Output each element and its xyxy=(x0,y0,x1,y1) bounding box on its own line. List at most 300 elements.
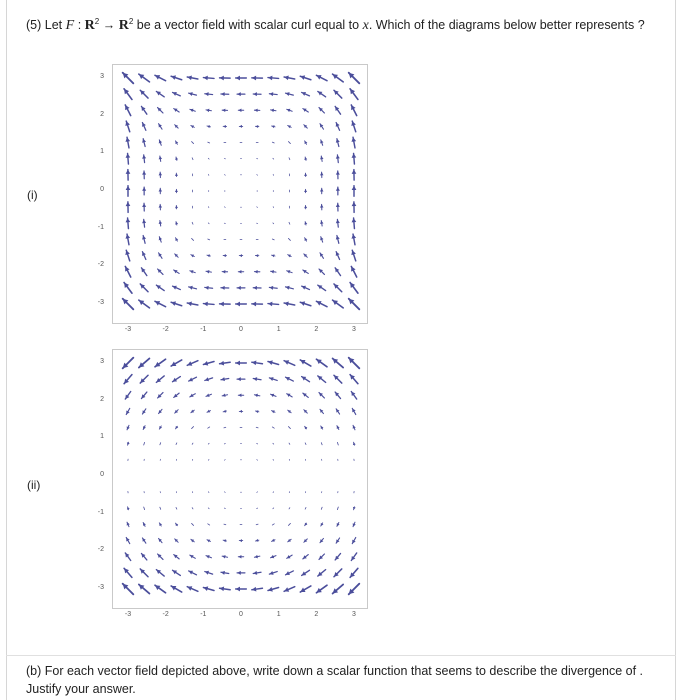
vector-arrow xyxy=(288,410,291,413)
vector-arrow xyxy=(335,392,340,398)
vector-arrow xyxy=(271,555,276,558)
vector-arrow xyxy=(302,92,310,96)
vector-arrow xyxy=(158,393,163,398)
vector-arrow xyxy=(127,442,130,445)
vector-arrow xyxy=(318,285,326,290)
vector-arrow xyxy=(155,75,166,81)
vector-arrow xyxy=(140,375,148,383)
vector-arrow xyxy=(142,409,145,414)
vector-arrow xyxy=(173,570,181,575)
vector-arrow xyxy=(208,492,209,493)
vector-arrow xyxy=(123,358,134,369)
vector-arrow xyxy=(238,555,243,558)
vector-arrow xyxy=(159,124,162,129)
vector-arrow xyxy=(318,376,326,382)
vector-arrow xyxy=(351,137,356,148)
vector-arrow xyxy=(239,254,242,257)
vector-arrow xyxy=(335,268,340,276)
y-tick-label: -3 xyxy=(97,299,104,306)
vector-arrow xyxy=(287,394,292,397)
vector-arrow xyxy=(335,106,340,114)
vector-arrow xyxy=(316,301,327,307)
y-tick-label: 0 xyxy=(100,471,104,478)
superscript-codomain: 2 xyxy=(128,17,134,26)
vector-arrow xyxy=(239,410,242,413)
vector-arrow xyxy=(143,426,146,430)
vector-arrow xyxy=(288,523,290,525)
vector-arrow xyxy=(272,142,274,143)
vector-arrow xyxy=(336,203,340,211)
vector-arrow xyxy=(254,555,259,558)
vector-arrow xyxy=(223,254,226,257)
vector-arrow xyxy=(142,203,146,211)
vector-arrow xyxy=(304,205,307,208)
vector-arrow xyxy=(319,554,324,559)
vector-arrow xyxy=(287,109,292,112)
vector-arrow xyxy=(237,571,245,575)
vector-arrow xyxy=(174,393,179,397)
vector-arrow xyxy=(189,571,197,575)
vector-arrow xyxy=(288,125,291,128)
vector-arrow xyxy=(304,539,307,542)
vector-arrow xyxy=(337,442,338,445)
vector-arrow xyxy=(144,507,145,510)
x-tick-label: 0 xyxy=(239,611,243,618)
vector-arrow xyxy=(124,568,132,577)
vector-arrow xyxy=(191,125,194,128)
vector-arrow xyxy=(286,286,294,290)
vector-arrow xyxy=(222,555,227,558)
vector-arrow xyxy=(238,270,243,273)
vector-arrow xyxy=(349,299,360,310)
vector-arrow xyxy=(257,443,258,444)
vector-arrow xyxy=(155,301,166,307)
vector-arrow xyxy=(222,109,227,112)
symbol-R-domain: R xyxy=(84,18,95,34)
vector-arrow xyxy=(268,587,279,592)
x-tick-label: 1 xyxy=(276,326,281,333)
vector-arrow xyxy=(336,538,339,543)
vector-arrow xyxy=(141,392,146,398)
vector-arrow xyxy=(353,507,356,510)
vector-arrow xyxy=(333,584,344,593)
vector-arrow xyxy=(123,299,134,310)
vector-arrow xyxy=(272,427,274,428)
vector-arrow xyxy=(320,124,323,129)
vector-arrow xyxy=(159,523,162,526)
y-tick-label: 0 xyxy=(100,186,104,193)
vector-arrow xyxy=(334,90,342,98)
vector-arrow xyxy=(256,524,258,525)
vector-arrow xyxy=(271,270,276,273)
vector-arrow xyxy=(222,393,227,396)
vector-arrow xyxy=(269,286,277,290)
vector-arrow xyxy=(253,92,261,96)
y-tick-label: -1 xyxy=(97,508,104,516)
vector-arrow xyxy=(192,508,193,509)
y-tick-label: 3 xyxy=(100,358,104,365)
vector-arrow xyxy=(305,238,308,241)
vector-field-plot-i xyxy=(112,64,368,324)
vector-arrow xyxy=(125,266,131,277)
vector-arrow xyxy=(192,158,193,160)
part-b-line-1: (b) For each vector field depicted above, write down a scalar function that seems to describe the divergence of . xyxy=(26,664,643,678)
vector-arrow xyxy=(123,584,134,595)
question-text xyxy=(26,13,666,35)
x-tick-label: 0 xyxy=(239,326,243,333)
vector-arrow xyxy=(336,123,340,131)
vector-arrow xyxy=(351,391,356,399)
vector-arrow xyxy=(303,393,308,397)
vector-arrow xyxy=(139,584,150,593)
vector-arrow xyxy=(175,222,178,225)
vector-arrow xyxy=(191,410,194,413)
vector-arrow xyxy=(269,92,277,96)
vector-arrow xyxy=(273,443,274,444)
vector-arrow xyxy=(187,75,198,80)
part-b-text xyxy=(26,662,666,698)
vector-arrow xyxy=(223,539,226,542)
vector-arrow xyxy=(255,410,258,413)
vector-arrow xyxy=(171,586,182,592)
vector-arrow xyxy=(174,109,179,112)
vector-arrow xyxy=(272,239,274,240)
vector-arrow xyxy=(257,492,258,493)
vector-arrow xyxy=(144,442,145,445)
x-tick-label: -3 xyxy=(124,326,132,333)
vector-arrow xyxy=(253,377,261,381)
vector-arrow xyxy=(352,218,357,229)
vector-arrow xyxy=(125,391,130,399)
vector-arrow xyxy=(319,269,324,274)
vector-arrow xyxy=(269,377,277,381)
vector-arrow xyxy=(304,254,307,257)
vector-arrow xyxy=(350,568,358,577)
vector-arrow xyxy=(220,361,231,366)
vector-arrow xyxy=(351,553,356,561)
vector-arrow xyxy=(333,74,344,82)
vector-arrow xyxy=(207,410,210,413)
vector-arrow xyxy=(239,125,242,128)
vector-arrow xyxy=(175,426,178,429)
vector-arrow xyxy=(224,508,225,509)
vector-arrow xyxy=(159,156,162,161)
vector-arrow xyxy=(304,125,307,128)
vector-arrow xyxy=(158,108,163,113)
vector-arrow xyxy=(287,270,292,273)
vector-arrow xyxy=(126,538,129,544)
vector-arrow xyxy=(288,142,290,144)
vector-arrow xyxy=(142,139,146,147)
vector-arrow xyxy=(127,425,130,430)
vector-arrow xyxy=(320,237,323,242)
vector-arrow xyxy=(318,570,326,576)
vector-arrow xyxy=(127,522,130,527)
vector-arrow xyxy=(142,187,146,195)
vector-arrow xyxy=(352,186,357,197)
x-tick-label: -2 xyxy=(162,611,169,618)
vector-arrow xyxy=(349,584,360,595)
vector-arrow xyxy=(319,393,324,398)
vector-arrow xyxy=(304,157,307,160)
vector-arrow xyxy=(175,141,178,144)
vector-arrow xyxy=(189,286,197,290)
vector-arrow xyxy=(284,75,295,80)
vector-arrow xyxy=(255,539,258,542)
vector-arrow xyxy=(126,408,129,414)
vector-arrow xyxy=(171,360,182,366)
vector-arrow xyxy=(208,158,209,159)
vector-arrow xyxy=(321,523,324,526)
vector-arrow xyxy=(300,301,311,306)
vector-arrow xyxy=(236,587,247,592)
y-tick-label: 2 xyxy=(100,110,104,118)
vector-arrow xyxy=(207,254,210,257)
superscript-domain: 2 xyxy=(94,17,100,26)
vector-arrow xyxy=(273,158,274,159)
vector-arrow xyxy=(320,538,323,542)
vector-arrow xyxy=(337,522,340,526)
vector-arrow xyxy=(336,171,340,179)
vector-arrow xyxy=(237,286,245,290)
vector-arrow xyxy=(333,358,344,367)
vector-arrow xyxy=(220,76,231,81)
vector-arrow xyxy=(205,286,213,290)
vector-arrow xyxy=(171,75,182,80)
vector-arrow xyxy=(352,202,357,213)
vector-arrow xyxy=(303,109,308,112)
question-let: Let xyxy=(44,18,63,33)
vector-arrow xyxy=(255,254,258,257)
vector-arrow xyxy=(352,170,357,181)
vector-arrow xyxy=(304,222,307,225)
vector-arrow xyxy=(321,507,322,509)
option-label-ii: (ii) xyxy=(27,478,41,492)
vector-arrow xyxy=(336,219,340,227)
vector-arrow xyxy=(156,91,164,96)
x-tick-label: 2 xyxy=(314,611,319,618)
vector-arrow xyxy=(141,268,146,276)
vector-arrow xyxy=(272,125,275,128)
vector-arrow xyxy=(352,538,355,544)
vector-arrow xyxy=(176,443,177,445)
vector-arrow xyxy=(300,360,311,366)
vector-arrow xyxy=(238,394,243,397)
vector-arrow xyxy=(304,173,307,176)
vector-arrow xyxy=(320,156,323,161)
vector-arrow xyxy=(305,426,308,429)
vector-arrow xyxy=(125,121,130,132)
vector-arrow xyxy=(175,523,178,526)
vector-arrow xyxy=(254,270,259,273)
vector-arrow xyxy=(143,522,146,526)
vector-arrow xyxy=(302,570,310,575)
vector-arrow xyxy=(159,172,162,177)
x-tick-label: -3 xyxy=(124,611,132,618)
vector-arrow xyxy=(208,142,210,143)
vector-arrow xyxy=(320,140,323,145)
vector-arrow xyxy=(316,75,327,81)
vector-arrow xyxy=(155,359,166,367)
vector-arrow xyxy=(284,587,295,592)
vector-arrow xyxy=(304,410,307,413)
vector-arrow xyxy=(320,188,323,193)
vector-arrow xyxy=(126,186,131,197)
vector-arrow xyxy=(158,554,163,559)
y-tick-label: -1 xyxy=(97,223,104,231)
vector-arrow xyxy=(192,523,194,525)
vector-arrow xyxy=(187,361,198,366)
vector-arrow xyxy=(123,73,134,84)
vector-arrow xyxy=(142,236,146,244)
vector-arrow xyxy=(125,250,130,261)
vector-field-plot-ii xyxy=(112,349,368,609)
vector-arrow xyxy=(208,239,210,240)
vector-arrow xyxy=(268,302,279,307)
vector-arrow xyxy=(142,219,146,227)
y-tick-label: 1 xyxy=(100,148,104,156)
vector-arrow xyxy=(224,207,225,208)
vector-arrow xyxy=(320,253,323,258)
vector-arrow xyxy=(156,285,164,290)
vector-arrow xyxy=(140,90,148,98)
y-tick-label: 2 xyxy=(100,395,104,403)
vector-arrow xyxy=(224,459,225,460)
vector-arrow xyxy=(124,89,132,100)
vector-arrow xyxy=(203,586,214,591)
vector-arrow xyxy=(206,394,211,397)
symbol-F: F xyxy=(65,18,75,34)
vector-arrow xyxy=(273,459,274,460)
vector-arrow xyxy=(350,89,358,100)
vector-arrow xyxy=(126,218,131,229)
vector-arrow xyxy=(175,157,178,160)
vector-arrow xyxy=(305,141,308,144)
vector-arrow xyxy=(191,539,194,542)
vector-arrow xyxy=(158,269,163,274)
vector-arrow xyxy=(171,301,182,306)
vector-arrow xyxy=(272,254,275,257)
vector-arrow xyxy=(252,361,263,366)
vector-arrow xyxy=(208,524,210,525)
vector-arrow xyxy=(253,286,261,290)
vector-arrow xyxy=(126,202,131,213)
x-tick-label: -2 xyxy=(162,326,169,333)
vector-arrow xyxy=(288,238,290,240)
vector-arrow xyxy=(336,139,340,147)
vector-arrow xyxy=(336,252,340,260)
vector-arrow xyxy=(159,188,162,193)
vector-arrow xyxy=(334,569,342,577)
vector-arrow xyxy=(289,508,290,509)
arrow-symbol: → xyxy=(102,18,116,33)
vector-arrow xyxy=(268,76,279,81)
vector-arrow xyxy=(300,75,311,80)
vector-arrow xyxy=(321,443,322,445)
vector-arrow xyxy=(175,410,178,413)
vector-arrow xyxy=(289,158,290,160)
vector-arrow xyxy=(189,92,197,96)
vector-arrow xyxy=(256,427,258,428)
vector-arrow xyxy=(257,207,258,208)
vector-arrow xyxy=(208,508,209,509)
vector-arrow xyxy=(190,270,195,273)
vector-arrow xyxy=(305,507,306,509)
vector-arrow xyxy=(192,238,194,240)
vector-arrow xyxy=(288,539,291,542)
vector-arrow xyxy=(237,377,245,381)
vector-arrow xyxy=(316,359,327,367)
vector-arrow xyxy=(221,286,229,290)
vector-arrow xyxy=(192,427,194,429)
vector-arrow xyxy=(125,137,130,148)
vector-arrow xyxy=(320,221,323,226)
vector-arrow xyxy=(176,507,177,509)
vector-arrow xyxy=(318,91,326,96)
vector-arrow xyxy=(353,522,356,527)
vector-arrow xyxy=(139,74,150,82)
vector-arrow xyxy=(155,585,166,593)
vector-arrow xyxy=(336,155,340,163)
vector-arrow xyxy=(206,270,211,273)
x-tick-label: -1 xyxy=(200,326,207,333)
vector-arrow xyxy=(257,508,258,509)
vector-arrow xyxy=(224,492,225,493)
vector-arrow xyxy=(272,524,274,525)
vector-arrow xyxy=(319,108,324,113)
vector-arrow xyxy=(303,555,308,559)
vector-arrow xyxy=(252,587,263,592)
vector-arrow xyxy=(140,284,148,292)
vector-arrow xyxy=(222,270,227,273)
vector-arrow xyxy=(300,586,311,592)
vector-arrow xyxy=(159,237,162,242)
vector-arrow xyxy=(254,109,259,112)
vector-arrow xyxy=(139,300,150,308)
vector-arrow xyxy=(333,300,344,308)
vector-arrow xyxy=(173,377,181,382)
vector-arrow xyxy=(224,174,225,175)
vector-arrow xyxy=(303,270,308,273)
vector-arrow xyxy=(192,443,193,444)
vector-arrow xyxy=(192,142,194,144)
vector-arrow xyxy=(187,301,198,306)
vector-arrow xyxy=(203,361,214,366)
vector-arrow xyxy=(175,189,178,192)
vector-arrow xyxy=(160,443,161,445)
question-body: be a vector field with scalar curl equal to xyxy=(136,18,360,33)
vector-arrow xyxy=(208,223,209,224)
vector-arrow xyxy=(305,443,306,445)
vector-arrow xyxy=(127,507,130,510)
vector-arrow xyxy=(224,427,226,428)
vector-arrow xyxy=(223,410,226,413)
vector-arrow xyxy=(351,105,357,116)
vector-arrow xyxy=(269,571,277,575)
vector-arrow xyxy=(316,585,327,593)
vector-arrow xyxy=(336,409,339,414)
question-end: . Which of the diagrams below better represents ? xyxy=(368,18,645,33)
vector-arrow xyxy=(286,92,294,96)
question-number: (5) xyxy=(26,18,42,33)
x-tick-label: 2 xyxy=(314,326,319,333)
vector-arrow xyxy=(156,376,164,382)
vector-arrow xyxy=(221,92,229,96)
vector-arrow xyxy=(238,109,243,112)
vector-arrow xyxy=(353,425,356,430)
vector-arrow xyxy=(124,283,132,294)
vector-arrow xyxy=(352,153,357,164)
